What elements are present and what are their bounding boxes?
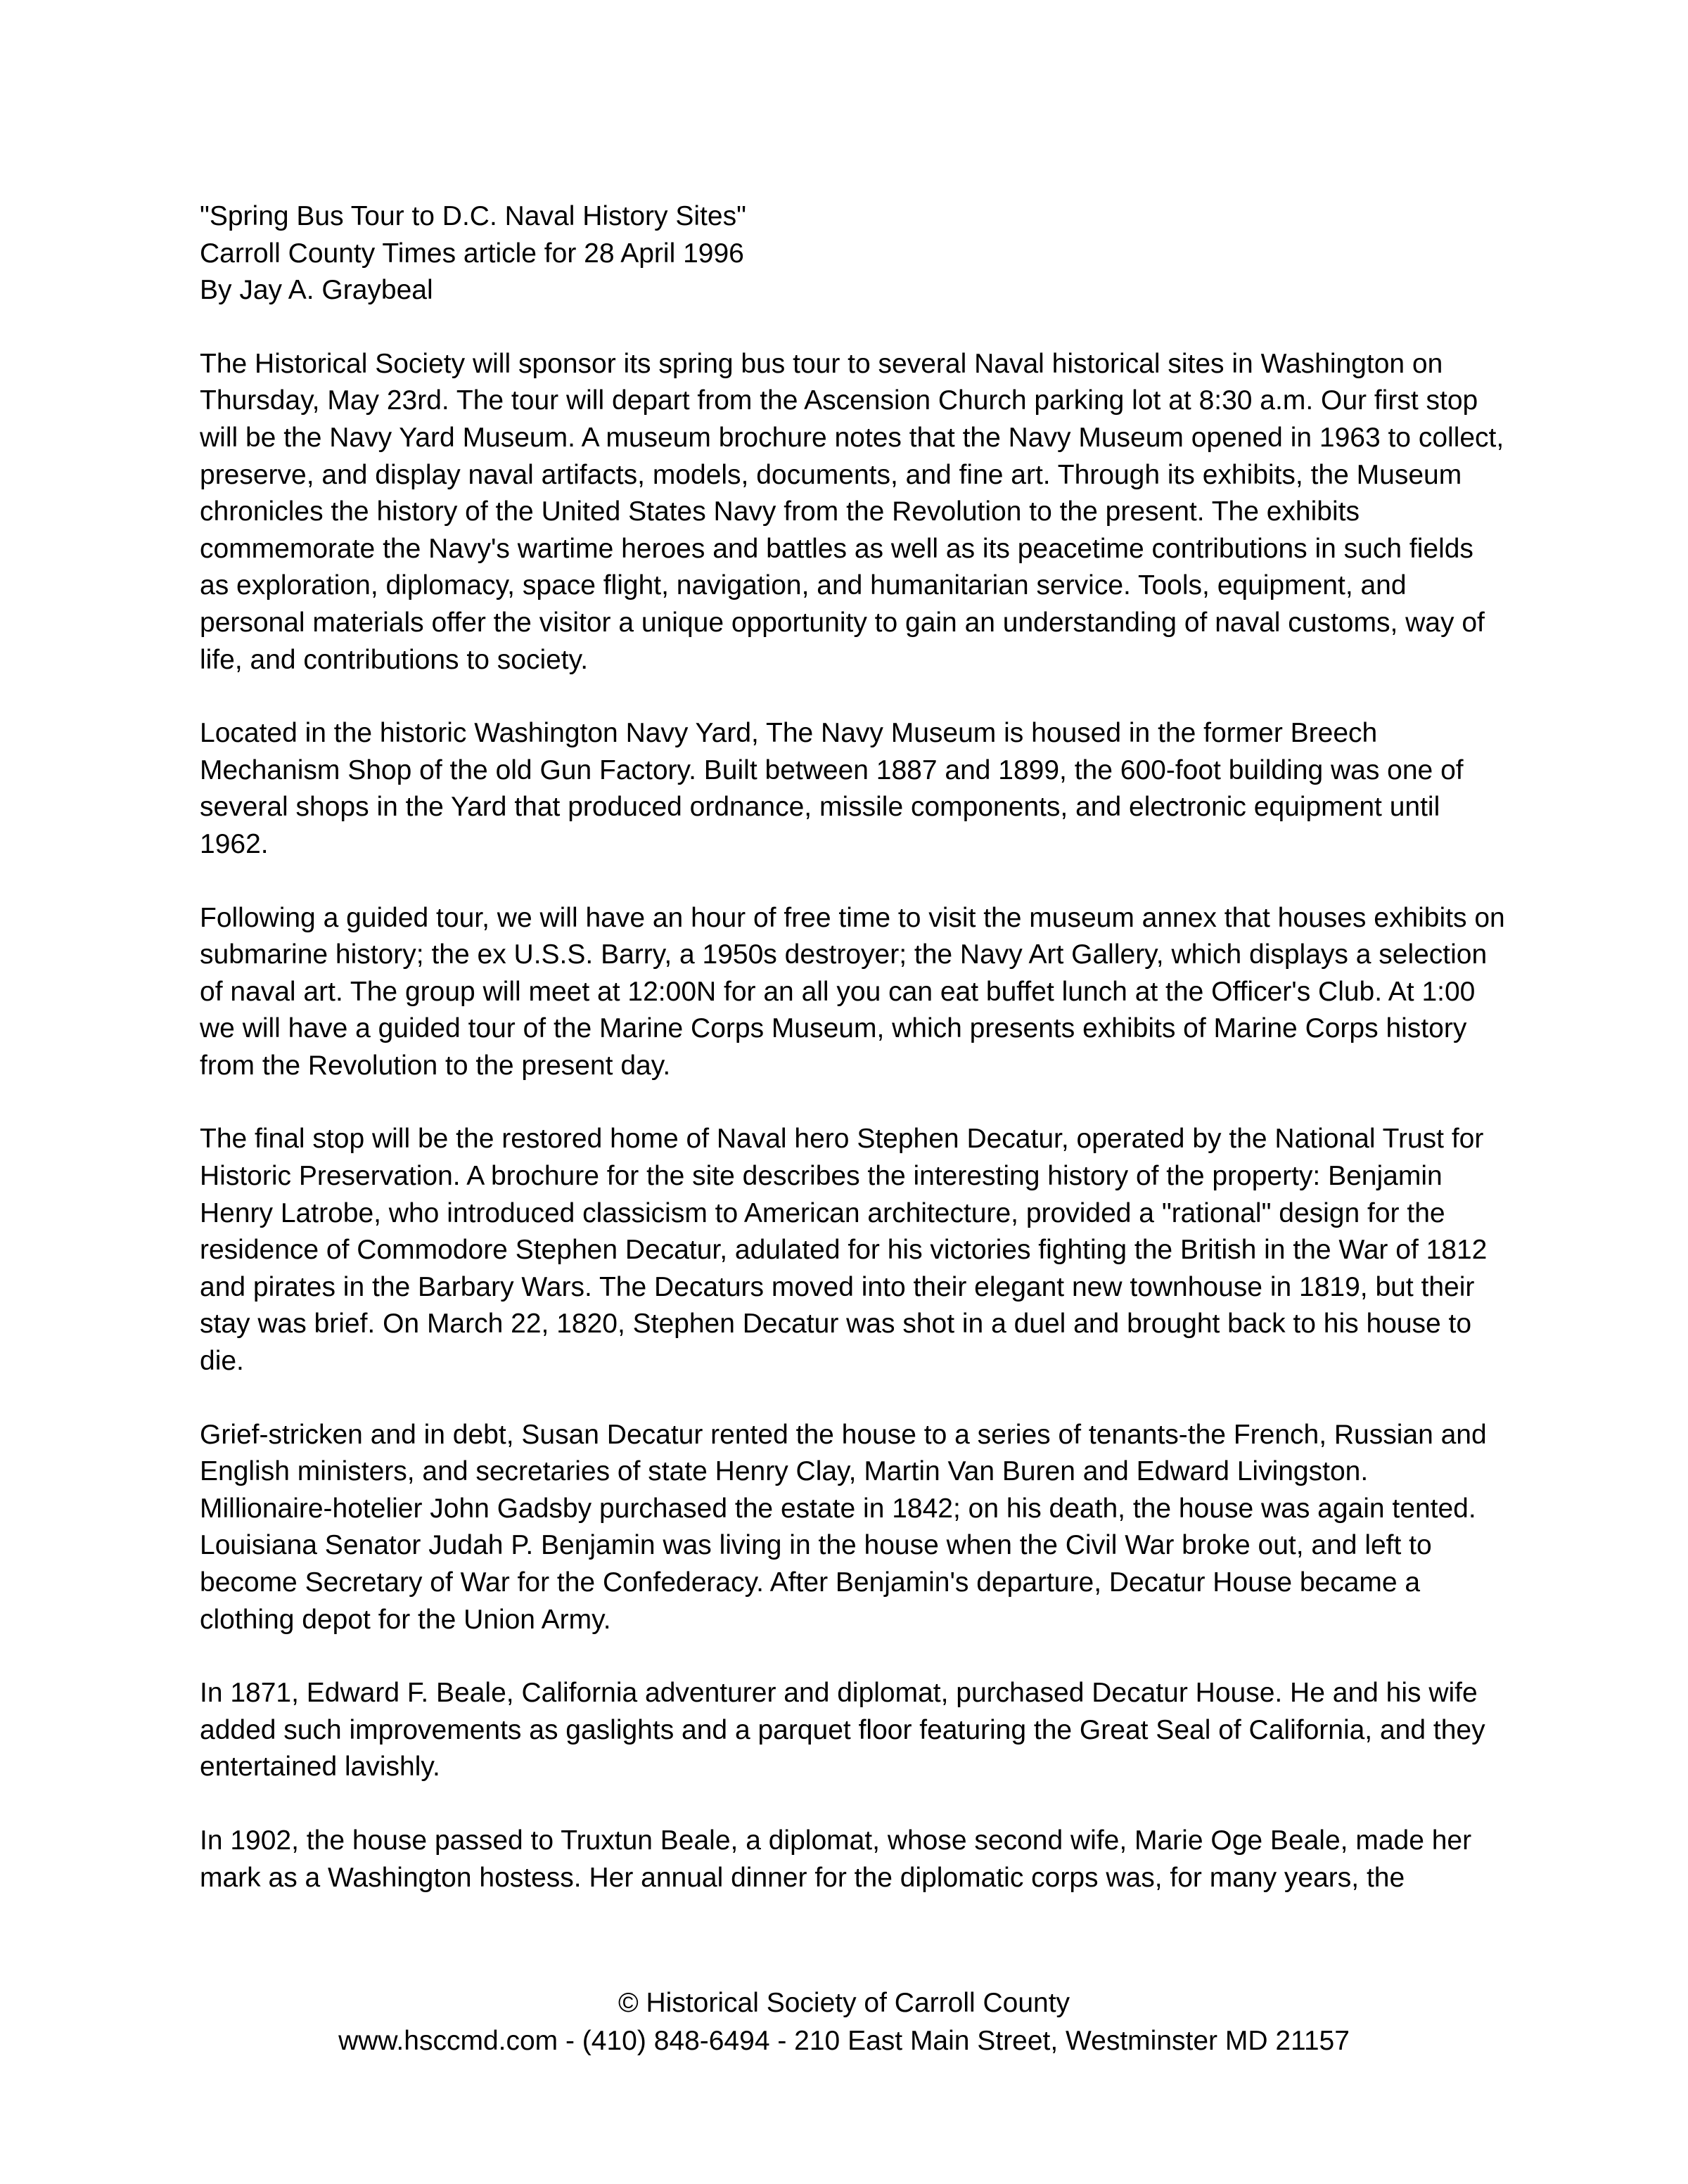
page-footer <box>0 1984 1688 2060</box>
article-header <box>200 198 1508 309</box>
paragraph-truxtun-beale: In 1902, the house passed to Truxtun Beale, a diplomat, whose second wife, Marie Oge Beale, made her mark as a Washington hostess. Her annual dinner for the diplomatic corps was, for many years, the <box>200 1825 1472 1893</box>
paragraph-edward-beale: In 1871, Edward F. Beale, California adventurer and diplomat, purchased Decatur House. He and his wife added such improvements as gaslights and a parquet floor featuring the Great Seal of California, and they entertained lavishly. <box>200 1678 1485 1782</box>
publication-line: Carroll County Times article for 28 April 1996 <box>200 238 744 269</box>
footer-copyright: © Historical Society of Carroll County <box>618 1988 1070 2018</box>
paragraph-decatur-house: The final stop will be the restored home of Naval hero Stephen Decatur, operated by the National Trust for Historic Preservation. A brochure for the site describes the interesting history of the property: Benjamin Henry Latrobe, who introduced classicism to American architecture, provided a "rational" design for the residence of Commodore Stephen Decatur, adulated for his victories fighting the British in the War of 1812 and pirates in the Barbary Wars. The Decaturs moved into their elegant new townhouse in 1819, but their stay was brief. On March 22, 1820, Stephen Decatur was shot in a duel and brought back to his house to die. <box>200 1124 1488 1377</box>
paragraph-guided-tour: Following a guided tour, we will have an hour of free time to visit the museum annex that houses exhibits on submarine history; the ex U.S.S. Barry, a 1950s destroyer; the Navy Art Gallery, which displays a selection of naval art. The group will meet at 12:00N for an all you can eat buffet lunch at the Officer's Club. At 1:00 we will have a guided tour of the Marine Corps Museum, which presents exhibits of Marine Corps history from the Revolution to the present day. <box>200 902 1505 1081</box>
paragraph-navy-museum-intro: The Historical Society will sponsor its spring bus tour to several Naval historical sites in Washington on Thursday, May 23rd. The tour will depart from the Ascension Church parking lot at 8:30 a.m. Our first stop will be the Navy Yard Museum. A museum brochure notes that the Navy Museum opened in 1963 to collect, preserve, and display naval artifacts, models, documents, and fine art. Through its exhibits, the Museum chronicles the history of the United States Navy from the Revolution to the present. The exhibits commemorate the Navy's wartime heroes and battles as well as its peacetime contributions in such fields as exploration, diplomacy, space flight, navigation, and humanitarian service. Tools, equipment, and personal materials offer the visitor a unique opportunity to gain an understanding of naval customs, way of life, and contributions to society. <box>200 348 1504 675</box>
article-body <box>200 198 1508 1933</box>
byline: By Jay A. Graybeal <box>200 275 433 306</box>
article-title: "Spring Bus Tour to D.C. Naval History Sites" <box>200 201 746 231</box>
footer-contact: www.hsccmd.com - (410) 848-6494 - 210 East Main Street, Westminster MD 21157 <box>338 2026 1350 2056</box>
paragraph-tenants: Grief-stricken and in debt, Susan Decatur rented the house to a series of tenants-the French, Russian and English ministers, and secretaries of state Henry Clay, Martin Van Buren and Edward Livingston. Millionaire-hotelier John Gadsby purchased the estate in 1842; on his death, the house was again tented. Louisiana Senator Judah P. Benjamin was living in the house when the Civil War broke out, and left to become Secretary of War for the Confederacy. After Benjamin's departure, Decatur House became a clothing depot for the Union Army. <box>200 1419 1487 1635</box>
paragraph-navy-yard-location: Located in the historic Washington Navy Yard, The Navy Museum is housed in the former Breech Mechanism Shop of the old Gun Factory. Built between 1887 and 1899, the 600-foot building was one of several shops in the Yard that produced ordnance, missile components, and electronic equipment until 1962. <box>200 718 1464 859</box>
